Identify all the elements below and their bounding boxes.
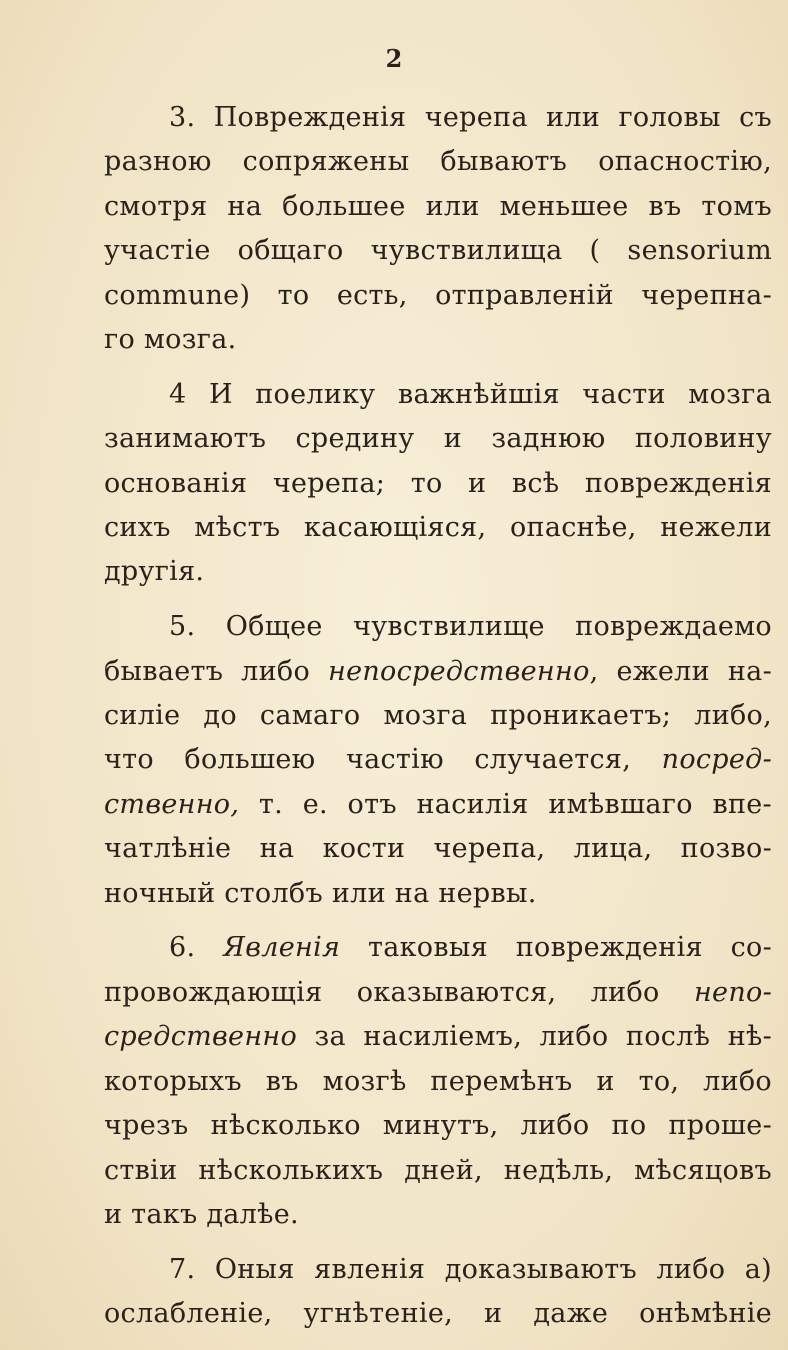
paragraph-3 <box>104 96 772 362</box>
paragraph-5 <box>104 605 772 916</box>
text-line: 5. Общее чувствилище повреждаемо <box>169 611 772 643</box>
page-number: 2 <box>385 44 403 73</box>
italic-term: ственно, <box>104 788 240 820</box>
text-line: участіе общаго чувствилища ( sensorium <box>104 235 772 267</box>
text-line: ственно, т. е. отъ насилія имѣвшаго впе- <box>104 788 772 820</box>
italic-term: непосредственно <box>328 655 590 687</box>
text-line: которыхъ въ мозгѣ перемѣнъ и то, либо <box>104 1065 772 1097</box>
italic-term: непо- <box>693 976 772 1008</box>
text-line: чатлѣніе на кости черепа, лица, позво- <box>104 833 772 865</box>
text-line: разною сопряжены бываютъ опасностію, <box>104 146 772 178</box>
text-line: основанія черепа; то и всѣ поврежденія <box>104 467 772 499</box>
paragraph-7 <box>104 1248 772 1337</box>
text-line: 3. Поврежденія черепа или головы съ <box>169 102 772 133</box>
italic-term: Явленія <box>223 932 341 964</box>
italic-term: средственно <box>104 1021 298 1053</box>
text-line: провождающія оказываются, либо непо- <box>104 976 772 1008</box>
page-text <box>104 96 772 1337</box>
text-line: 4 И поелику важнѣйшія части мозга <box>169 378 772 410</box>
text-line: 7. Оныя явленія доказываютъ либо а) <box>169 1253 772 1285</box>
text-line: смотря на большее или меньшее въ томъ <box>104 190 772 222</box>
text-line: бываетъ либо непосредственно, ежели на- <box>104 655 772 687</box>
text-line: ослабленіе, угнѣтеніе, и даже онѣмѣніе <box>104 1298 772 1330</box>
paragraph-4 <box>104 373 772 595</box>
text-line: ствіи нѣсколькихъ дней, недѣль, мѣсяцовъ <box>104 1154 772 1186</box>
text-line: ночный столбъ или на нервы. <box>104 877 537 909</box>
italic-term: посред- <box>661 744 772 776</box>
text-line: другія. <box>104 556 205 588</box>
text-line: что большею частію случается, посред- <box>104 744 772 776</box>
text-line: и такъ далѣе. <box>104 1198 299 1230</box>
paragraph-6 <box>104 926 772 1237</box>
text-line: сихъ мѣстъ касающіяся, опаснѣе, нежели <box>104 512 772 544</box>
text-line: commune) то есть, отправленій черепна- <box>104 279 772 311</box>
text-line: чрезъ нѣсколько минутъ, либо по проше- <box>104 1110 772 1142</box>
text-line: силіе до самаго мозга проникаетъ; либо, <box>104 700 772 732</box>
text-line: го мозга. <box>104 324 237 356</box>
text-line: занимаютъ средину и заднюю половину <box>104 423 772 455</box>
text-line: средственно за насиліемъ, либо послѣ нѣ- <box>104 1021 772 1053</box>
text-line: 6. Явленія таковыя поврежденія со- <box>169 932 772 964</box>
